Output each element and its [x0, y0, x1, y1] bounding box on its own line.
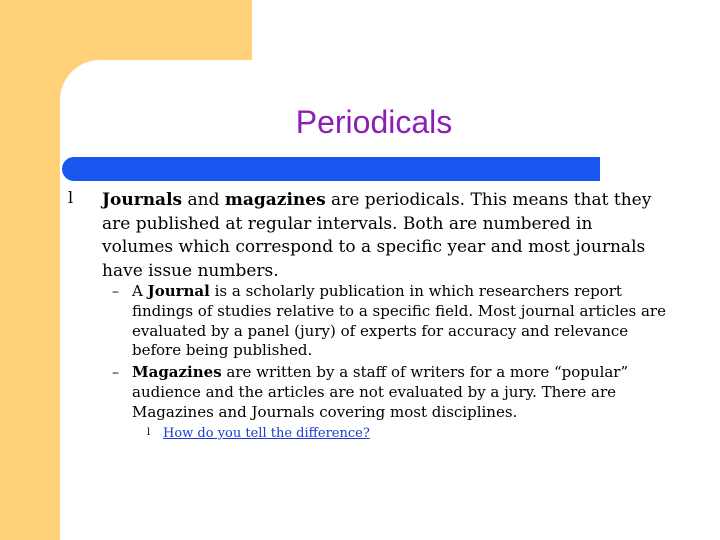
bullet-icon: l [68, 188, 74, 207]
title-divider-bar [62, 157, 600, 181]
term-magazines: magazines [224, 190, 326, 210]
term-journals: Journals [102, 190, 183, 210]
sub-bullet-magazines: Magazines are written by a staff of writers for a more “popular” audience and the articles are not evaluated by a jury. There are Magazines and Journals covering most disciplines. [132, 363, 629, 421]
bullet-icon: l [147, 427, 151, 438]
sub-bullet-journal: A Journal is a scholarly publication in which researchers report findings of studies relative to a specific field. Most journal articles are evaluated by a panel (jury) of experts for accuracy and relevance before being published. [132, 282, 666, 360]
difference-link[interactable]: How do you tell the difference? [163, 426, 370, 441]
main-bullet-text: Journals and magazines are periodicals. This means that they are published at regular intervals. Both are numbered in volumes which correspond to a specific year and most journals have issue numbers. [102, 190, 652, 281]
dash-icon: – [112, 365, 119, 381]
slide-title: Periodicals [295, 104, 453, 140]
dash-icon: – [112, 284, 119, 300]
